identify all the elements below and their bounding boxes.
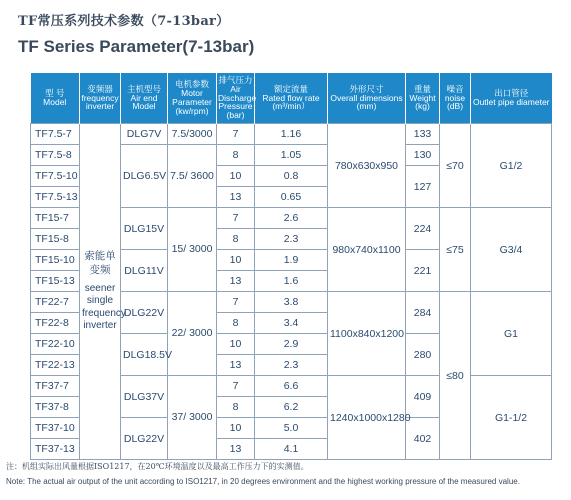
- header-flow: 额定流量 Rated flow rate (m³/min）: [255, 73, 328, 124]
- pressure-cell: 10: [217, 166, 255, 187]
- dimensions-cell: 1240x1000x1280: [328, 376, 406, 460]
- model-cell: TF37-8: [31, 397, 80, 418]
- model-cell: TF7.5-13: [31, 187, 80, 208]
- model-cell: TF37-10: [31, 418, 80, 439]
- inverter-cell: 索能单变频 seener single frequency inverter: [80, 124, 121, 460]
- pressure-cell: 8: [217, 397, 255, 418]
- flow-cell: 1.16: [255, 124, 328, 145]
- pressure-cell: 10: [217, 250, 255, 271]
- flow-cell: 5.0: [255, 418, 328, 439]
- noise-cell: ≤70: [440, 124, 471, 208]
- note-chinese: 注：机组实际出风量根据ISO1217，在20℃环境温度以及最高工作压力下的实测值。: [6, 462, 309, 471]
- noise-cell: ≤80: [440, 292, 471, 460]
- pressure-cell: 8: [217, 229, 255, 250]
- outlet-cell: G1/2: [471, 124, 552, 208]
- pressure-cell: 8: [217, 313, 255, 334]
- table-row: [31, 124, 552, 145]
- table-header-row: [31, 73, 552, 124]
- pressure-cell: 13: [217, 187, 255, 208]
- flow-cell: 6.6: [255, 376, 328, 397]
- pressure-cell: 13: [217, 355, 255, 376]
- model-cell: TF15-13: [31, 271, 80, 292]
- model-cell: TF22-13: [31, 355, 80, 376]
- outlet-cell: G3/4: [471, 208, 552, 292]
- pressure-cell: 10: [217, 334, 255, 355]
- model-cell: TF7.5-10: [31, 166, 80, 187]
- header-model: 型 号 Model: [31, 73, 80, 124]
- weight-cell: 284: [406, 292, 440, 334]
- model-cell: TF7.5-7: [31, 124, 80, 145]
- motor-cell: 37/ 3000: [168, 376, 217, 460]
- pressure-cell: 13: [217, 439, 255, 460]
- airend-cell: DLG37V: [121, 376, 168, 418]
- title-chinese: TF常压系列技术参数（7-13bar）: [18, 14, 230, 29]
- dimensions-cell: 980x740x1100: [328, 208, 406, 292]
- dimensions-cell: 780x630x950: [328, 124, 406, 208]
- model-cell: TF15-10: [31, 250, 80, 271]
- dimensions-cell: 1100x840x1200: [328, 292, 406, 376]
- model-cell: TF22-8: [31, 313, 80, 334]
- flow-cell: 4.1: [255, 439, 328, 460]
- motor-cell: 7.5/ 3600: [168, 145, 217, 208]
- airend-cell: DLG22V: [121, 418, 168, 460]
- model-cell: TF37-13: [31, 439, 80, 460]
- airend-cell: DLG18.5V: [121, 334, 168, 376]
- flow-cell: 2.3: [255, 355, 328, 376]
- motor-cell: 22/ 3000: [168, 292, 217, 376]
- flow-cell: 6.2: [255, 397, 328, 418]
- airend-cell: DLG11V: [121, 250, 168, 292]
- flow-cell: 0.8: [255, 166, 328, 187]
- pressure-cell: 10: [217, 418, 255, 439]
- pressure-cell: 13: [217, 271, 255, 292]
- header-outlet: 出口管径 Outlet pipe diameter: [471, 73, 552, 124]
- pressure-cell: 7: [217, 208, 255, 229]
- pressure-cell: 8: [217, 145, 255, 166]
- weight-cell: 133: [406, 124, 440, 145]
- weight-cell: 224: [406, 208, 440, 250]
- flow-cell: 2.3: [255, 229, 328, 250]
- flow-cell: 1.9: [255, 250, 328, 271]
- weight-cell: 280: [406, 334, 440, 376]
- note-english: Note: The actual air output of the unit according to ISO1217, in 20 degrees environment and the highest working pressure of the measured value.: [6, 477, 520, 486]
- airend-cell: DLG7V: [121, 124, 168, 145]
- flow-cell: 2.6: [255, 208, 328, 229]
- header-noise: 噪音 noise (dB): [440, 73, 471, 124]
- model-cell: TF15-7: [31, 208, 80, 229]
- weight-cell: 409: [406, 376, 440, 418]
- header-dimensions: 外形尺寸 Overall dimensions (mm): [328, 73, 406, 124]
- airend-cell: DLG15V: [121, 208, 168, 250]
- weight-cell: 127: [406, 166, 440, 208]
- pressure-cell: 7: [217, 124, 255, 145]
- flow-cell: 3.8: [255, 292, 328, 313]
- model-cell: TF22-10: [31, 334, 80, 355]
- pressure-cell: 7: [217, 376, 255, 397]
- motor-cell: 7.5/3000: [168, 124, 217, 145]
- model-cell: TF22-7: [31, 292, 80, 313]
- weight-cell: 402: [406, 418, 440, 460]
- header-inverter: 变频器 frequency inverter: [80, 73, 121, 124]
- header-weight: 重量 Weight (kg): [406, 73, 440, 124]
- weight-cell: 221: [406, 250, 440, 292]
- title-english: TF Series Parameter(7-13bar): [18, 37, 255, 56]
- model-cell: TF7.5-8: [31, 145, 80, 166]
- parameter-table: [30, 73, 552, 460]
- outlet-cell: G1-1/2: [471, 376, 552, 460]
- noise-cell: ≤75: [440, 208, 471, 292]
- airend-cell: DLG6.5V: [121, 145, 168, 208]
- flow-cell: 3.4: [255, 313, 328, 334]
- weight-cell: 130: [406, 145, 440, 166]
- header-motor: 电机参数 Motor Parameter (kw/rpm): [168, 73, 217, 124]
- flow-cell: 1.05: [255, 145, 328, 166]
- flow-cell: 1.6: [255, 271, 328, 292]
- airend-cell: DLG22V: [121, 292, 168, 334]
- pressure-cell: 7: [217, 292, 255, 313]
- header-pressure: 排气压力 Air Discharge Pressure (bar): [217, 73, 255, 124]
- motor-cell: 15/ 3000: [168, 208, 217, 292]
- model-cell: TF15-8: [31, 229, 80, 250]
- header-airend: 主机型号 Air end Model: [121, 73, 168, 124]
- flow-cell: 0.65: [255, 187, 328, 208]
- outlet-cell: G1: [471, 292, 552, 376]
- model-cell: TF37-7: [31, 376, 80, 397]
- flow-cell: 2.9: [255, 334, 328, 355]
